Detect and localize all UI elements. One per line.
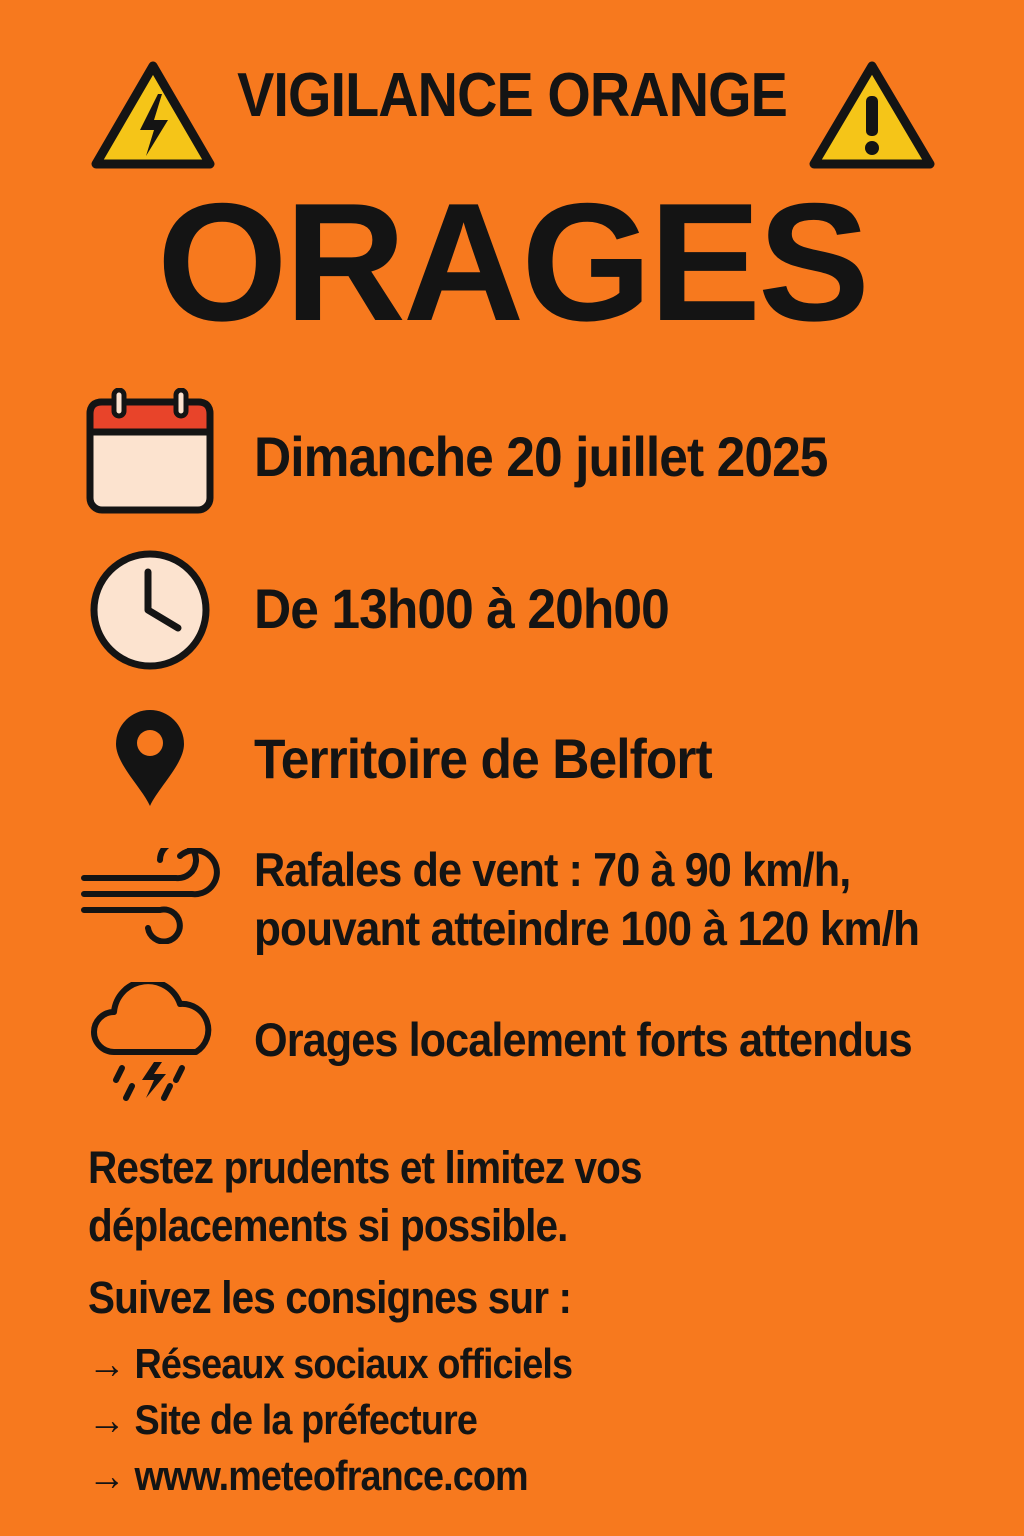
time-text: De 13h00 à 20h00 [254,577,669,640]
advice-line-2: déplacements si possible. [88,1200,568,1251]
location-pin-icon [114,708,186,808]
hazard-title: ORAGES [156,168,868,356]
wind-line-1: Rafales de vent : 70 à 90 km/h, [254,843,851,896]
vigilance-level-title: VIGILANCE ORANGE [237,61,787,130]
follow-instructions: Suivez les consignes sur : [88,1272,572,1323]
source-prefecture-site: → Site de la préfecture [88,1396,477,1443]
location-text: Territoire de Belfort [254,727,712,790]
wind-icon [80,848,220,944]
thunderstorm-cloud-icon [84,982,224,1106]
source-meteofrance-link: → www.meteofrance.com [88,1452,528,1499]
source-social-networks: → Réseaux sociaux officiels [88,1340,573,1387]
wind-line-2: pouvant atteindre 100 à 120 km/h [254,903,920,956]
clock-icon [88,548,212,672]
date-text: Dimanche 20 juillet 2025 [254,425,828,488]
advice-line-1: Restez prudents et limitez vos [88,1142,642,1193]
calendar-icon [86,388,214,516]
storm-text: Orages localement forts attendus [254,1013,912,1066]
